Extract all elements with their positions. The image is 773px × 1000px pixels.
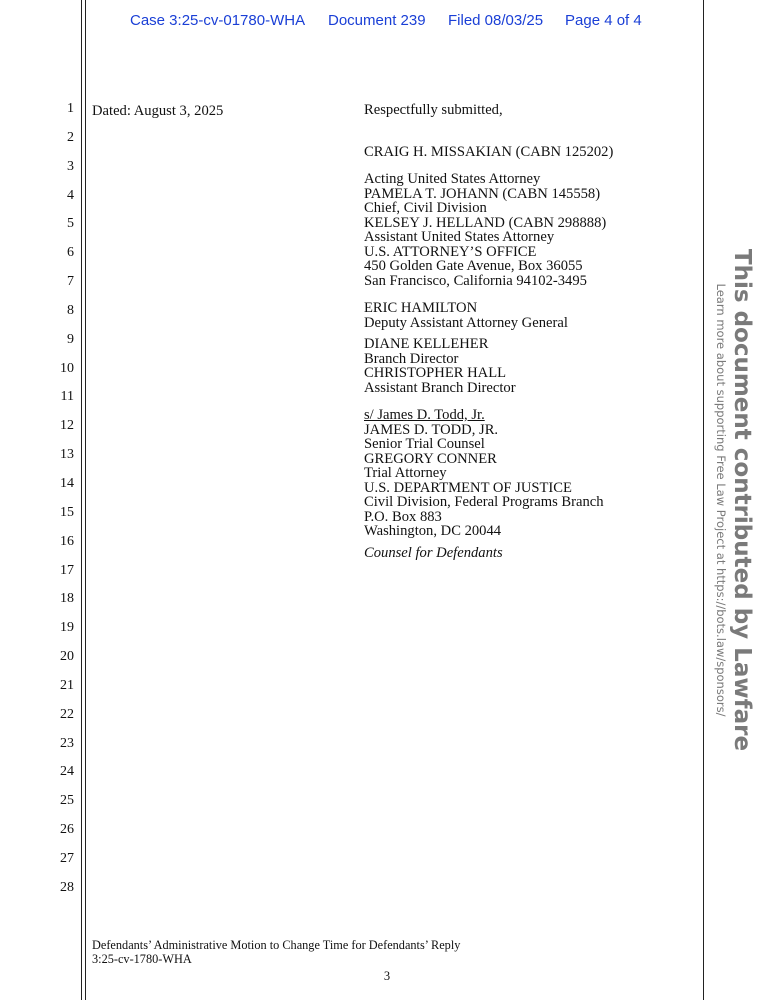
line-number: 22 <box>60 706 74 722</box>
filed-date: Filed 08/03/25 <box>448 12 544 29</box>
line-number: 8 <box>67 302 74 318</box>
signer-title: Senior Trial Counsel <box>364 436 485 452</box>
line-number: 24 <box>60 764 74 780</box>
page-indicator: Page 4 of 4 <box>565 12 642 29</box>
signer-name: JAMES D. TODD, JR. <box>364 421 499 438</box>
line-number: 19 <box>60 620 74 636</box>
signer-title: Deputy Assistant Attorney General <box>364 314 568 331</box>
line-number: 21 <box>60 677 74 693</box>
signer-name: PAMELA T. JOHANN (CABN 145558) <box>364 185 601 202</box>
line-number: 13 <box>60 447 74 463</box>
signer-name: ERIC HAMILTON <box>364 300 478 316</box>
counsel-designation: Counsel for Defendants <box>364 544 503 561</box>
signer-title: Trial Attorney <box>364 465 447 481</box>
line-number: 16 <box>60 533 74 549</box>
line-number: 1 <box>67 101 74 116</box>
dated-line: Dated: August 3, 2025 <box>92 103 224 119</box>
watermark <box>714 248 755 752</box>
office-name: U.S. DEPARTMENT OF JUSTICE <box>364 479 572 496</box>
line-number: 10 <box>60 360 74 376</box>
signer-title: Branch Director <box>364 350 459 367</box>
line-number: 25 <box>60 793 74 809</box>
watermark-title: This document contributed by Lawfare <box>729 248 755 752</box>
line-number: 23 <box>60 735 74 751</box>
office-address: P.O. Box 883 <box>364 508 442 525</box>
electronic-signature: s/ James D. Todd, Jr. <box>364 407 485 423</box>
line-number: 27 <box>60 850 74 866</box>
office-division: Civil Division, Federal Programs Branch <box>364 494 604 510</box>
signer-name: KELSEY J. HELLAND (CABN 298888) <box>364 214 607 231</box>
document-number: Document 239 <box>328 12 426 29</box>
line-number: 15 <box>60 504 74 520</box>
line-number: 26 <box>60 822 74 838</box>
case-number: Case 3:25-cv-01780-WHA <box>130 12 306 29</box>
line-number: 14 <box>60 475 74 491</box>
office-address: Washington, DC 20044 <box>364 523 502 539</box>
line-numbers <box>40 99 74 907</box>
signer-name: CRAIG H. MISSAKIAN (CABN 125202) <box>364 143 614 160</box>
signer-title: Acting United States Attorney <box>364 171 541 187</box>
watermark-subtitle: Learn more about supporting Free Law Project at https://bots.law/sponsors/ <box>714 283 728 717</box>
signer-title: Chief, Civil Division <box>364 200 487 216</box>
office-name: U.S. ATTORNEY’S OFFICE <box>364 243 537 260</box>
signer-name: CHRISTOPHER HALL <box>364 365 507 381</box>
line-number: 12 <box>60 418 74 434</box>
line-number: 11 <box>60 389 74 405</box>
closing: Respectfully submitted, <box>364 102 503 118</box>
watermark-text <box>714 249 756 751</box>
line-number: 6 <box>67 245 74 261</box>
signer-title: Assistant United States Attorney <box>364 229 555 245</box>
page-number: 3 <box>383 969 391 983</box>
signature-block <box>364 103 694 560</box>
line-number: 9 <box>67 331 74 347</box>
office-address: 450 Golden Gate Avenue, Box 36055 <box>364 258 583 274</box>
line-number: 17 <box>60 562 74 578</box>
signer-name: DIANE KELLEHER <box>364 336 489 352</box>
right-margin-rule <box>703 0 704 1000</box>
signer-title: Assistant Branch Director <box>364 379 516 396</box>
line-number: 20 <box>60 649 74 665</box>
signer-name: GREGORY CONNER <box>364 450 497 467</box>
footer-title: Defendants’ Administrative Motion to Change Time for Defendants’ Reply <box>92 938 461 952</box>
left-margin-rule-inner <box>85 0 86 1000</box>
line-number: 7 <box>67 274 74 290</box>
line-number: 28 <box>60 879 74 895</box>
page-footer <box>92 938 460 966</box>
line-number: 3 <box>67 158 74 174</box>
ecf-header <box>130 12 650 34</box>
left-margin-rule <box>81 0 82 1000</box>
line-number: 5 <box>67 216 74 232</box>
line-number: 18 <box>60 591 74 607</box>
line-number: 4 <box>67 187 74 203</box>
footer-case-number: 3:25-cv-1780-WHA <box>92 952 192 966</box>
line-number: 2 <box>67 129 74 145</box>
office-address: San Francisco, California 94102-3495 <box>364 272 587 289</box>
